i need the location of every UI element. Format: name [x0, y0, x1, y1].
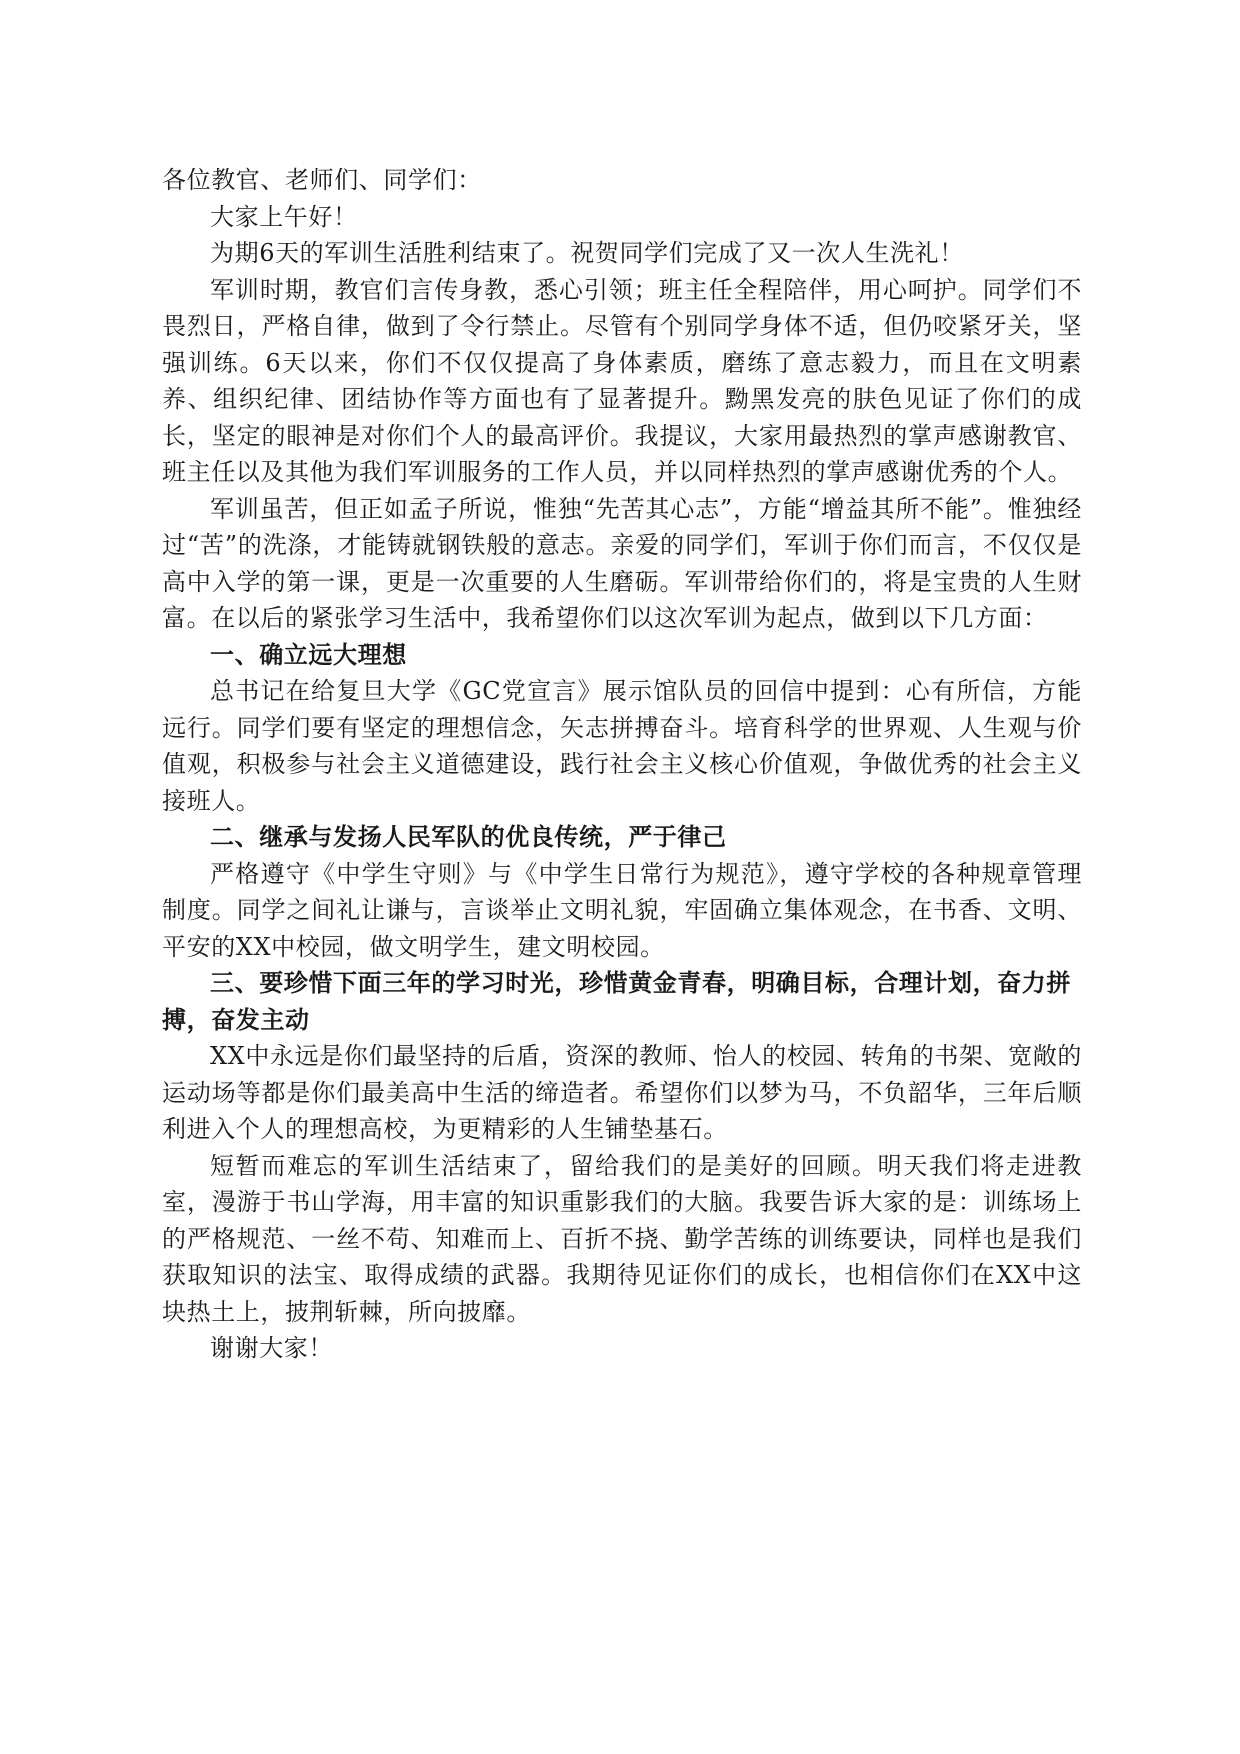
section-heading-3: 三、要珍惜下面三年的学习时光，珍惜黄金青春，明确目标，合理计划，奋力拼搏，奋发主动: [162, 969, 1071, 1034]
closing-paragraph: 短暂而难忘的军训生活结束了，留给我们的是美好的回顾。明天我们将走进教室，漫游于书山学海，用丰富的知识重影我们的大脑。我要告诉大家的是：训练场上的严格规范、一丝不苟、知难而上、百折不挠、勤学苦练的训练要诀，同样也是我们获取知识的法宝、取得成绩的武器。我期待见证你们的成长，也相信你们在XX中这块热土上，披荆斩棘，所向披靡。: [162, 1151, 1082, 1326]
paragraph-intro-2: 军训时期，教官们言传身教，悉心引领；班主任全程陪伴，用心呵护。同学们不畏烈日，严格自律，做到了令行禁止。尽管有个别同学身体不适，但仍咬紧牙关，坚强训练。6天以来，你们不仅仅提高了身体素质，磨练了意志毅力，而且在文明素养、组织纪律、团结协作等方面也有了显著提升。黝黑发亮的肤色见证了你们的成长，坚定的眼神是对你们个人的最高评价。我提议，大家用最热烈的掌声感谢教官、班主任以及其他为我们军训服务的工作人员，并以同样热烈的掌声感谢优秀的个人。: [162, 275, 1082, 486]
section-heading-2: 二、继承与发扬人民军队的优良传统，严于律己: [210, 823, 727, 851]
paragraph-intro-1: 为期6天的军训生活胜利结束了。祝贺同学们完成了又一次人生洗礼！: [210, 239, 964, 267]
section-heading-1: 一、确立远大理想: [210, 640, 407, 669]
section-body-3: XX中永远是你们最坚持的后盾，资深的教师、怡人的校园、转角的书架、宽敞的运动场等都是你们最美高中生活的缔造者。希望你们以梦为马，不负韶华，三年后顺利进入个人的理想高校，为更精彩的人生铺垫基石。: [162, 1042, 1082, 1143]
section-body-1: 总书记在给复旦大学《GC党宣言》展示馆队员的回信中提到：心有所信，方能远行。同学们要有坚定的理想信念，矢志拼搏奋斗。培育科学的世界观、人生观与价值观，积极参与社会主义道德建设，践行社会主义核心价值观，争做优秀的社会主义接班人。: [162, 677, 1082, 815]
section-body-2: 严格遵守《中学生守则》与《中学生日常行为规范》，遵守学校的各种规章管理制度。同学之间礼让谦与，言谈举止文明礼貌，牢固确立集体观念，在书香、文明、平安的XX中校园，做文明学生，建文明校园。: [162, 859, 1082, 961]
salutation: 各位教官、老师们、同学们：: [162, 166, 482, 194]
greeting: 大家上午好！: [210, 202, 358, 231]
thanks-line: 谢谢大家！: [210, 1334, 333, 1362]
document-page: [162, 162, 1082, 1367]
paragraph-intro-3: 军训虽苦，但正如孟子所说，惟独“先苦其心志”，方能“增益其所不能”。惟独经过“苦”的洗涤，才能铸就钢铁般的意志。亲爱的同学们，军训于你们而言，不仅仅是高中入学的第一课，更是一次重要的人生磨砺。军训带给你们的，将是宝贵的人生财富。在以后的紧张学习生活中，我希望你们以这次军训为起点，做到以下几方面：: [162, 494, 1082, 632]
